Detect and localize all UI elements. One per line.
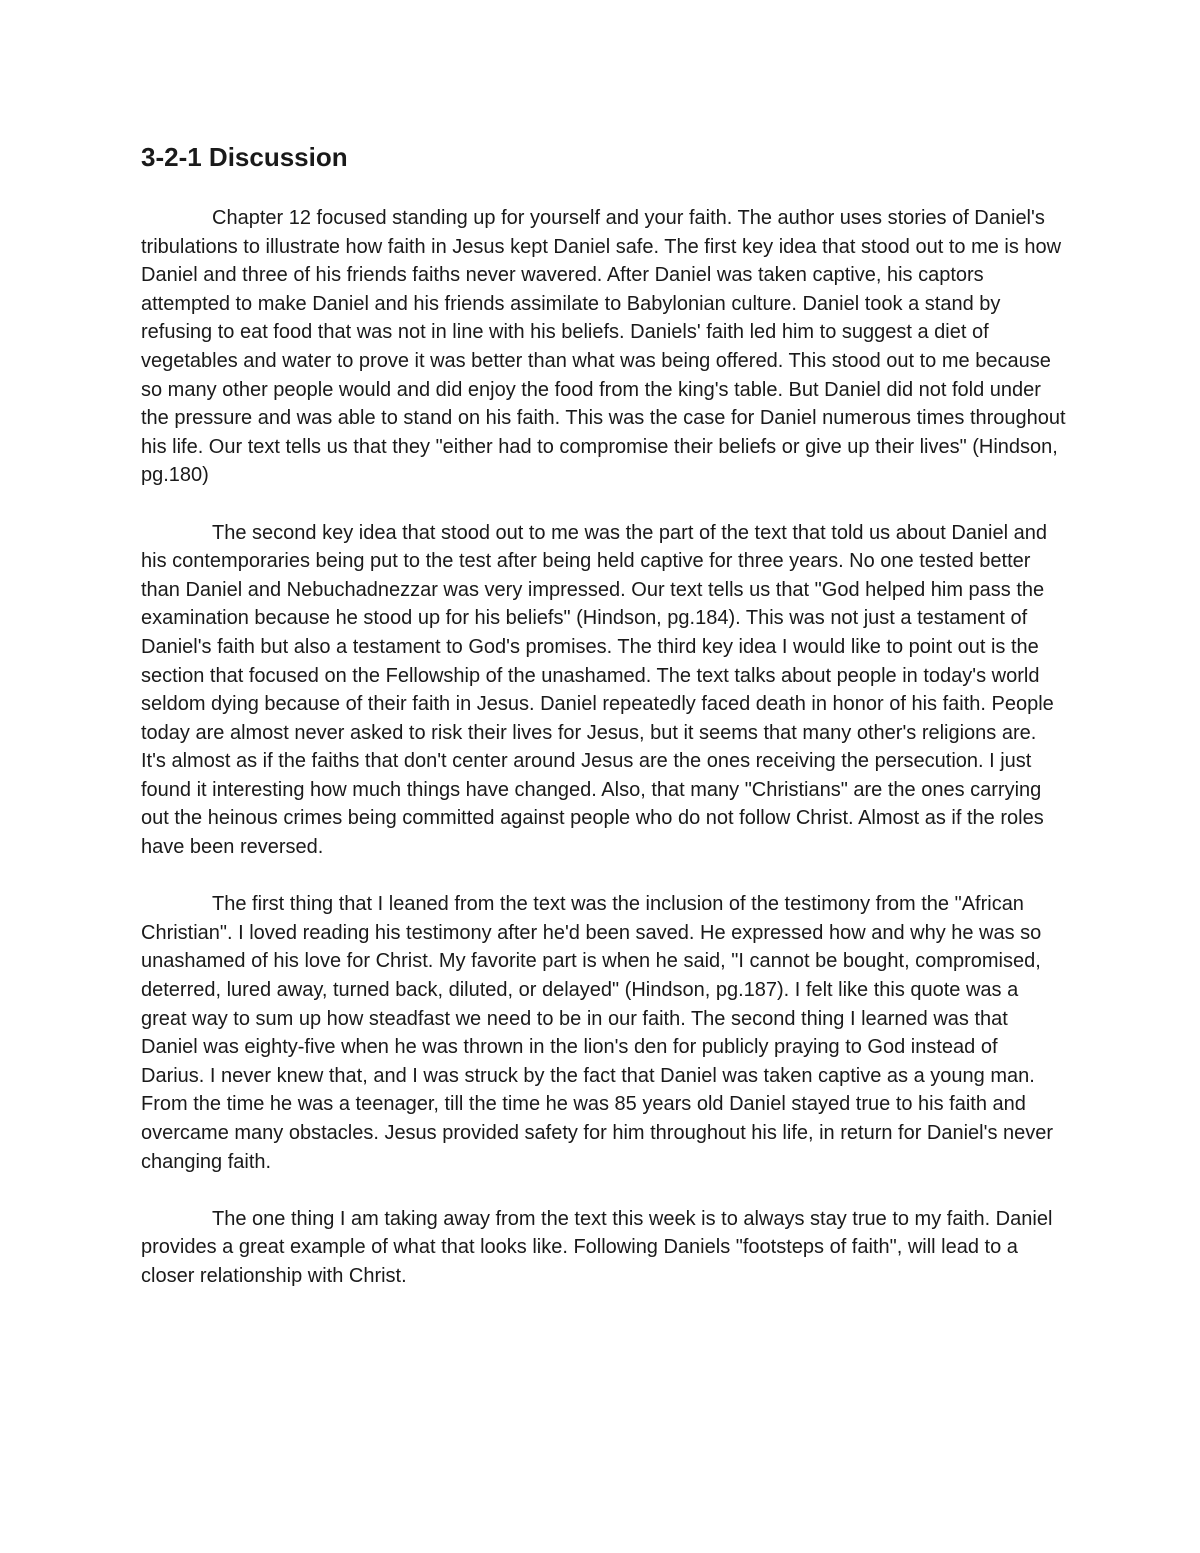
- paragraph-2: The second key idea that stood out to me was the part of the text that told us about Daniel and his contemporaries being put to the test after being held captive for three years. No one tested better than Daniel and Nebuchadnezzar was very impressed. Our text tells us that "God helped him pass the examination because he stood up for his beliefs" (Hindson, pg.184). This was not just a testament of Daniel's faith but also a testament to God's promises. The third key idea I would like to point out is the section that focused on the Fellowship of the unashamed. The text talks about people in today's world seldom dying because of their faith in Jesus. Daniel repeatedly faced death in honor of his faith. People today are almost never asked to risk their lives for Jesus, but it seems that many other's religions are. It's almost as if the faiths that don't center around Jesus are the ones receiving the persecution. I just found it interesting how much things have changed. Also, that many "Christians" are the ones carrying out the heinous crimes being committed against people who do not follow Christ. Almost as if the roles have been reversed.: [141, 521, 1054, 859]
- paragraph-4: The one thing I am taking away from the text this week is to always stay true to my faith. Daniel provides a great example of what that looks like. Following Daniels "footsteps of faith", will lead to a closer relationship with Christ.: [141, 1207, 1053, 1287]
- document-body: [141, 204, 1066, 1291]
- document-title: 3-2-1 Discussion: [141, 142, 348, 172]
- paragraph-3: The first thing that I leaned from the text was the inclusion of the testimony from the "African Christian". I loved reading his testimony after he'd been saved. He expressed how and why he was so unashamed of his love for Christ. My favorite part is when he said, "I cannot be bought, compromised, deterred, lured away, turned back, diluted, or delayed" (Hindson, pg.187). I felt like this quote was a great way to sum up how steadfast we need to be in our faith. The second thing I learned was that Daniel was eighty-five when he was thrown in the lion's den for publicly praying to God instead of Darius. I never knew that, and I was struck by the fact that Daniel was taken captive as a young man. From the time he was a teenager, till the time he was 85 years old Daniel stayed true to his faith and overcame many obstacles. Jesus provided safety for him throughout his life, in return for Daniel's never changing faith.: [141, 893, 1054, 1173]
- paragraph-1: Chapter 12 focused standing up for yourself and your faith. The author uses stories of Daniel's tribulations to illustrate how faith in Jesus kept Daniel safe. The first key idea that stood out to me is how Daniel and three of his friends faiths never wavered. After Daniel was taken captive, his captors attempted to make Daniel and his friends assimilate to Babylonian culture. Daniel took a stand by refusing to eat food that was not in line with his beliefs. Daniels' faith led him to suggest a diet of vegetables and water to prove it was better than what was being offered. This stood out to me because so many other people would and did enjoy the food from the king's table. But Daniel did not fold under the pressure and was able to stand on his faith. This was the case for Daniel numerous times throughout his life. Our text tells us that they "either had to compromise their beliefs or give up their lives" (Hindson, pg.180): [141, 207, 1066, 487]
